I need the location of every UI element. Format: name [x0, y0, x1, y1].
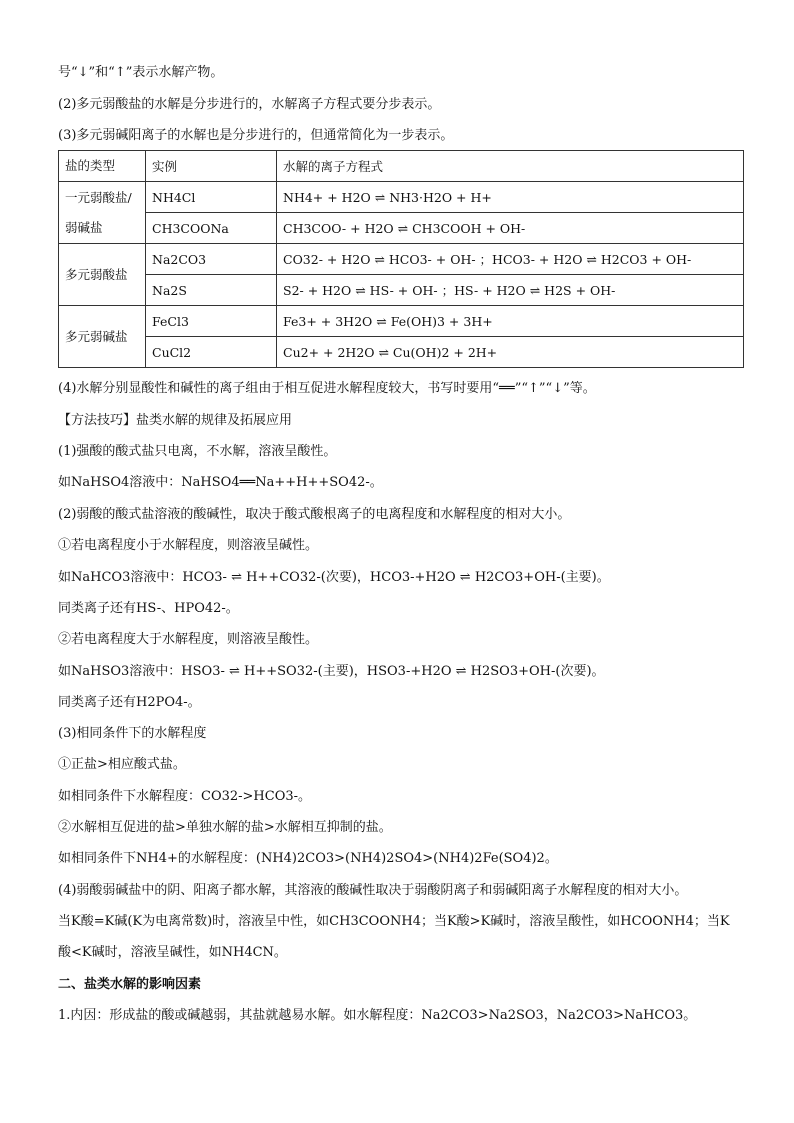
- salt-type-cell: 多元弱酸盐: [59, 244, 146, 306]
- hydrolysis-table: [58, 150, 744, 368]
- intro-line-3: (3)多元弱碱阳离子的水解也是分步进行的，但通常简化为一步表示。: [58, 128, 454, 143]
- table-row: [59, 244, 744, 275]
- text-line: ①若电离程度小于水解程度，则溶液呈碱性。: [58, 538, 319, 553]
- text-line: 1.内因：形成盐的酸或碱越弱，其盐就越易水解。如水解程度：Na2CO3>Na2SO3，Na2CO3>NaHCO3。: [58, 1008, 697, 1023]
- section-heading-method: 【方法技巧】盐类水解的规律及拓展应用: [58, 413, 293, 428]
- text-line: 同类离子还有H2PO4-。: [58, 695, 201, 710]
- text-line: 如相同条件下水解程度：CO32->HCO3-。: [58, 789, 312, 804]
- text-line: ②水解相互促进的盐>单独水解的盐>水解相互抑制的盐。: [58, 820, 392, 835]
- example-cell: CuCl2: [146, 337, 277, 368]
- text-line: (2)弱酸的酸式盐溶液的酸碱性，取决于酸式酸根离子的电离程度和水解程度的相对大小。: [58, 507, 571, 522]
- table-row: [59, 306, 744, 337]
- equation-cell: CH3COO- + H2O ⇌ CH3COOH + OH-: [277, 213, 744, 244]
- example-cell: CH3COONa: [146, 213, 277, 244]
- equation-cell: NH4+ + H2O ⇌ NH3·H2O + H+: [277, 182, 744, 213]
- text-line: ②若电离程度大于水解程度，则溶液呈酸性。: [58, 632, 319, 647]
- text-line: 如相同条件下NH4+的水解程度：(NH4)2CO3>(NH4)2SO4>(NH4)2Fe(SO4)2。: [58, 851, 558, 866]
- equation-cell: S2- + H2O ⇌ HS- + OH- ；HS- + H2O ⇌ H2S + OH-: [277, 275, 744, 306]
- equation-cell: Cu2+ + 2H2O ⇌ Cu(OH)2 + 2H+: [277, 337, 744, 368]
- text-line: (1)强酸的酸式盐只电离，不水解，溶液呈酸性。: [58, 444, 337, 459]
- salt-type-cell: 一元弱酸盐/弱碱盐: [59, 182, 146, 244]
- intro-line-2: (2)多元弱酸盐的水解是分步进行的，水解离子方程式要分步表示。: [58, 97, 441, 112]
- text-line: 如NaHSO3溶液中：HSO3- ⇌ H++SO32-(主要)，HSO3-+H2O ⇌ H2SO3+OH-(次要)。: [58, 664, 605, 679]
- salt-type-cell: 多元弱碱盐: [59, 306, 146, 368]
- example-cell: FeCl3: [146, 306, 277, 337]
- text-line: (4)水解分别显酸性和碱性的离子组由于相互促进水解程度较大，书写时要用“══”“↑”“↓”等。: [58, 381, 596, 396]
- example-cell: Na2S: [146, 275, 277, 306]
- intro-line-1: 号“↓”和“↑”表示水解产物。: [58, 65, 224, 80]
- example-cell: NH4Cl: [146, 182, 277, 213]
- header-example: 实例: [146, 151, 277, 182]
- equation-cell: Fe3+ + 3H2O ⇌ Fe(OH)3 + 3H+: [277, 306, 744, 337]
- text-line: 如NaHCO3溶液中：HCO3- ⇌ H++CO32-(次要)，HCO3-+H2O ⇌ H2CO3+OH-(主要)。: [58, 570, 610, 585]
- text-line: 酸<K碱时，溶液呈碱性，如NH4CN。: [58, 945, 287, 960]
- header-salt-type: 盐的类型: [59, 151, 146, 182]
- text-line: (3)相同条件下的水解程度: [58, 726, 207, 741]
- section-heading-factors: 二、盐类水解的影响因素: [58, 977, 202, 992]
- text-line: 如NaHSO4溶液中：NaHSO4══Na++H++SO42-。: [58, 475, 383, 490]
- table-row: [59, 275, 744, 306]
- text-line: ①正盐>相应酸式盐。: [58, 757, 186, 772]
- example-cell: Na2CO3: [146, 244, 277, 275]
- table-row: [59, 337, 744, 368]
- text-line: 同类离子还有HS-、HPO42-。: [58, 601, 239, 616]
- text-line: (4)弱酸弱碱盐中的阴、阳离子都水解，其溶液的酸碱性取决于弱酸阴离子和弱碱阳离子水解程度的相对大小。: [58, 883, 688, 898]
- table-header-row: [59, 151, 744, 182]
- table-row: [59, 213, 744, 244]
- table-row: [59, 182, 744, 213]
- text-line: 当K酸=K碱(K为电离常数)时，溶液呈中性，如CH3COONH4；当K酸>K碱时，溶液呈酸性，如HCOONH4；当K: [58, 914, 730, 929]
- equation-cell: CO32- + H2O ⇌ HCO3- + OH- ；HCO3- + H2O ⇌ H2CO3 + OH-: [277, 244, 744, 275]
- header-equation: 水解的离子方程式: [277, 151, 744, 182]
